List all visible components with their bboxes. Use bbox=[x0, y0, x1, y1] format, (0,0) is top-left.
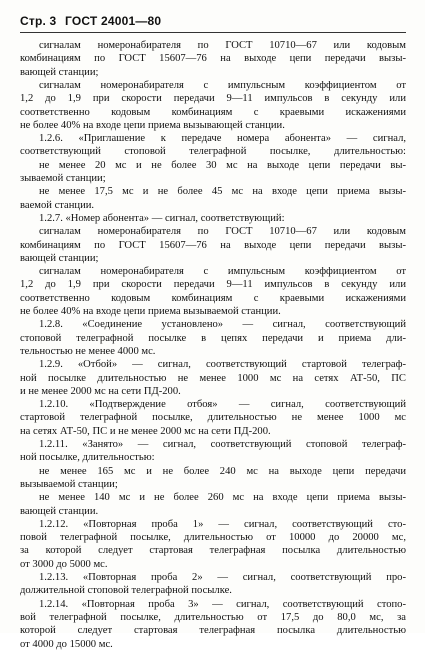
text-line: стоповой телеграфной посылке в цепях передачи и приема дли- bbox=[20, 332, 406, 344]
text-line: не менее 165 мс и не более 240 мс на выходе цепи передачи bbox=[39, 465, 406, 477]
text-line: 1.2.14. «Повторная проба 3» — сигнал, соответствующий стопо- bbox=[39, 598, 406, 610]
text-line: 1.2.11. «Занято» — сигнал, соответствующий стоповой телеграф- bbox=[39, 439, 406, 450]
text-line: 1.2.7. «Номер абонента» — сигнал, соответствующий: bbox=[39, 212, 285, 224]
text-line: от 4000 до 15000 мс. bbox=[20, 638, 113, 650]
text-line: 1.2.6. «Приглашение к передаче номера абонента» — сигнал, bbox=[39, 133, 406, 145]
text-line: 1.2.13. «Повторная проба 2» — сигнал, соответствующий про- bbox=[39, 572, 406, 583]
text-line: ной посылке длительностью не менее 1000 мс на сетях АТ-50, ПС bbox=[20, 372, 406, 384]
text-line: и не менее 2000 мс на сети ПД-200. bbox=[20, 385, 181, 397]
text-line: 1,2 до 1,9 при скорости передачи 9—11 импульсов в секунду или bbox=[20, 93, 406, 105]
text-line: соответствующий стоповой телеграфной посылке, длительностью: bbox=[20, 146, 406, 158]
text-line: комбинациям по ГОСТ 15607—76 на выходе цепи передачи вызы- bbox=[20, 53, 406, 65]
text-line: комбинациям по ГОСТ 15607—76 на выходе цепи передачи вызы- bbox=[20, 239, 406, 251]
text-line: вой телеграфной посылке, длительностью от 17,5 до 80,0 мс, за bbox=[20, 611, 406, 623]
text-line: зываемой станции; bbox=[20, 173, 106, 184]
text-line: на сетях АТ-50, ПС и не менее 2000 мс на сети ПД-200. bbox=[20, 425, 271, 437]
text-line: от 3000 до 5000 мс. bbox=[20, 558, 108, 570]
standard-code: ГОСТ 24001—80 bbox=[64, 14, 162, 28]
text-line: вающей станции. bbox=[20, 505, 99, 517]
header-rule bbox=[20, 32, 406, 33]
text-line: тельностью не менее 4000 мс. bbox=[20, 345, 156, 357]
text-line: не менее 17,5 мс и не более 45 мс на входе цепи приема вызы- bbox=[39, 186, 406, 198]
text-line: сигналам номеронабирателя по ГОСТ 10710—67 или кодовым bbox=[39, 226, 406, 238]
page-number: Стр. 3 bbox=[20, 14, 57, 28]
text-line: соответственно кодовым комбинациям с краевыми искажениями bbox=[20, 292, 406, 304]
text-line: должительной стоповой телеграфной посылке. bbox=[20, 585, 232, 597]
text-line: 1.2.10. «Подтверждение отбоя» — сигнал, соответствующий bbox=[39, 399, 406, 411]
page-header bbox=[20, 14, 166, 28]
text-line: которой следует стартовая телеграфная посылка длительностью bbox=[20, 625, 406, 637]
text-line: сигналам номеронабирателя по ГОСТ 10710—67 или кодовым bbox=[39, 40, 406, 51]
text-line: не более 40% на входе цепи приема вызываемой станции. bbox=[20, 306, 281, 317]
text-line: ваемой станции. bbox=[20, 199, 95, 211]
text-line: вызываемой станции; bbox=[20, 478, 118, 490]
text-line: 1.2.9. «Отбой» — сигнал, соответствующий стартовой телеграф- bbox=[39, 359, 406, 371]
text-line: 1.2.8. «Соединение установлено» — сигнал, соответствующий bbox=[39, 319, 406, 331]
text-line: за которой следует стартовая телеграфная посылка длительностью bbox=[20, 545, 406, 557]
text-line: не менее 140 мс и не более 260 мс на входе цепи приема вызы- bbox=[39, 492, 406, 504]
text-line: сигналам номеронабирателя с импульсным коэффициентом от bbox=[39, 79, 406, 91]
text-line: не менее 20 мс и не более 30 мс на выходе цепи передачи вы- bbox=[39, 159, 406, 171]
text-line: повой телеграфной посылке, длительностью от 10000 до 20000 мс, bbox=[20, 532, 406, 544]
text-line: стартовой телеграфной посылке, длительностью не менее 1000 мс bbox=[20, 412, 406, 424]
text-line: ной посылке, длительностью: bbox=[20, 452, 155, 464]
text-line: не более 40% на входе цепи приема вызывающей станции. bbox=[20, 119, 285, 131]
text-line: сигналам номеронабирателя с импульсным коэффициентом от bbox=[39, 266, 406, 278]
text-line: соответственно кодовым комбинациям с краевыми искажениями bbox=[20, 106, 406, 118]
text-line: 1.2.12. «Повторная проба 1» — сигнал, соответствующий сто- bbox=[39, 518, 406, 530]
text-line: вающей станции; bbox=[20, 252, 99, 264]
text-line: 1,2 до 1,9 при скорости передачи 9—11 импульсов в секунду или bbox=[20, 279, 406, 291]
text-line: вающей станции; bbox=[20, 66, 99, 78]
